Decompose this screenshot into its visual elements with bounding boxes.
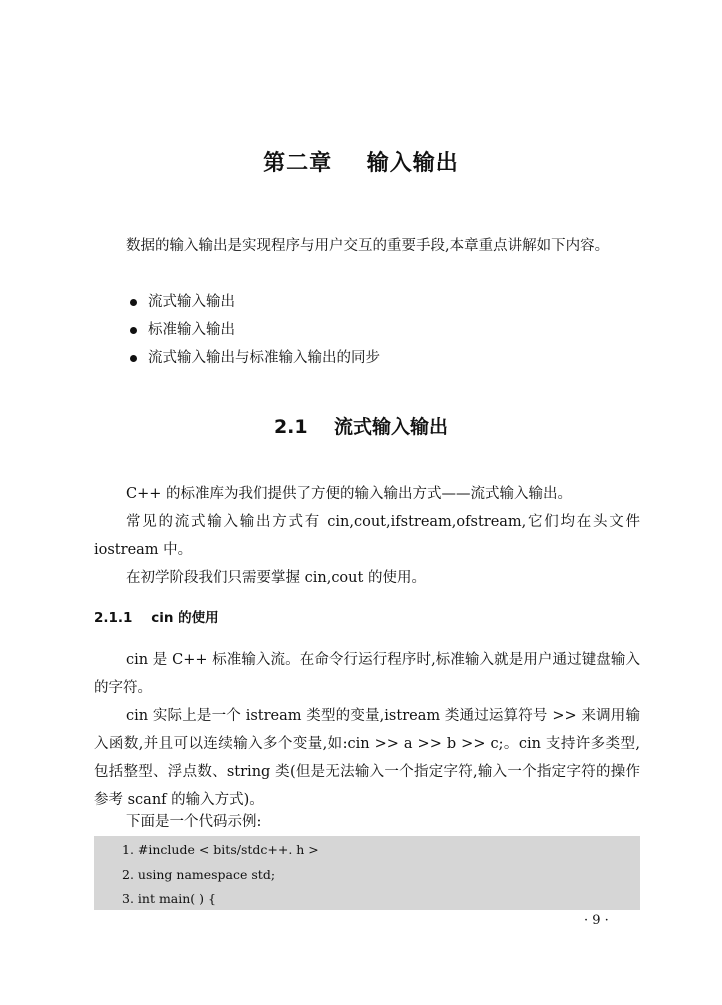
bullet-item: 标准输入输出 (126, 316, 380, 344)
subsection-title: 2.1.1 cin 的使用 (94, 610, 219, 626)
chapter-title: 第二章 输入输出 (263, 151, 459, 176)
page-number: · 9 · (584, 913, 609, 928)
subsection-paragraph: cin 是 C++ 标准输入流。在命令行运行程序时,标准输入就是用户通过键盘输入的字符。 (94, 652, 640, 696)
code-block (94, 836, 640, 910)
intro-bullet-list (126, 288, 380, 372)
bullet-item: 流式输入输出与标准输入输出的同步 (126, 344, 380, 372)
code-line: 2. using namespace std; (122, 867, 276, 882)
bullet-item: 流式输入输出 (126, 288, 380, 316)
intro-paragraph: 数据的输入输出是实现程序与用户交互的重要手段,本章重点讲解如下内容。 (126, 238, 610, 254)
section-paragraph: C++ 的标准库为我们提供了方便的输入输出方式——流式输入输出。 (126, 486, 573, 502)
subsection-paragraph: 下面是一个代码示例: (126, 814, 262, 830)
section-paragraph: 在初学阶段我们只需要掌握 cin,cout 的使用。 (126, 570, 426, 586)
subsection-paragraph: cin 实际上是一个 istream 类型的变量,istream 类通过运算符号 >> 来调用输入函数,并且可以连续输入多个变量,如:cin >> a >> b >> c;。cin 支持许多类型,包括整型、浮点数、string 类(但是无法输入一个指定字符,输入一个指定字符的操作参考 scanf 的输入方式)。 (94, 708, 640, 808)
section-title: 2.1 流式输入输出 (273, 416, 449, 438)
section-paragraph: 常见的流式输入输出方式有 cin,cout,ifstream,ofstream,它们均在头文件 iostream 中。 (94, 514, 640, 558)
code-line: 3. int main( ) { (122, 891, 216, 906)
code-line: 1. #include < bits/stdc++. h > (122, 842, 319, 857)
